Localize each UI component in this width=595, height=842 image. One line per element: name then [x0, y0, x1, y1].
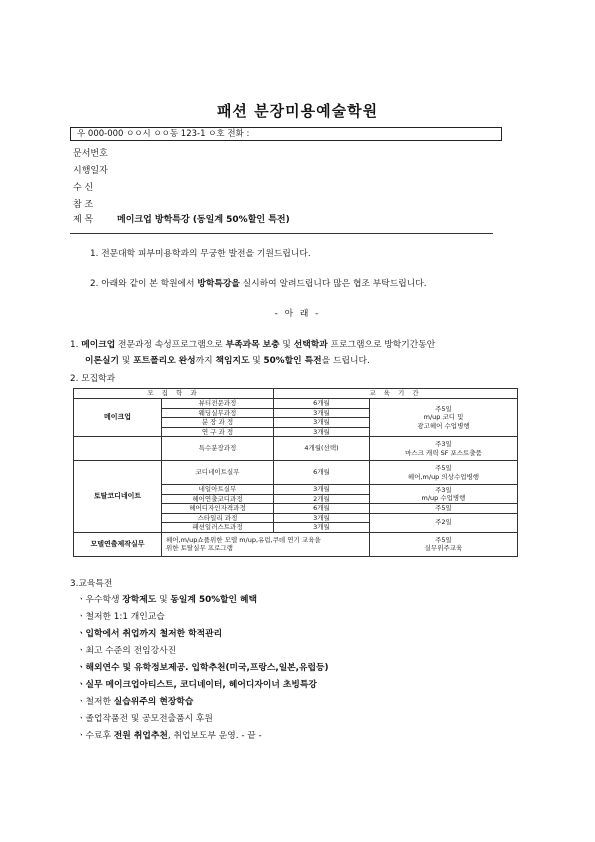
duration-cell: 3개월 — [274, 418, 370, 428]
duration-cell: 3개월 — [274, 408, 370, 418]
schedule-cell: 주5일 헤어,m/up 의상수업병행 — [370, 461, 518, 485]
course-cell: 뷰티전문과정 — [162, 399, 274, 409]
table-row — [74, 437, 518, 461]
course-cell: 헤어디자인자격과정 — [162, 504, 274, 514]
duration-cell: 4개월(선택) — [274, 437, 370, 461]
feature-item: ㆍ해외연수 및 유학정보제공. 입학추천(미국,프랑스,일본,유럽등) — [77, 663, 329, 673]
course-cell: 헤어,m/up쇼플위한 모델 m/up,유럽,쿠데 연기 교육을 위한 토탈실무 프로그램 — [162, 532, 370, 556]
duration-cell: 6개월 — [274, 399, 370, 409]
schedule-cell: 주3일 마스크 캐릭 SF 포스트출품 — [370, 437, 518, 461]
duration-cell: 6개월 — [274, 461, 370, 485]
duration-cell: 3개월 — [274, 523, 370, 533]
feature-item: ㆍ우수학생 장학제도 및 동일계 50%할인 혜택 — [77, 595, 258, 605]
feature-item: ㆍ최고 수준의 전임강사진 — [77, 646, 177, 656]
schedule-cell: 주5일 실무위주교육 — [370, 532, 518, 556]
course-cell: 코디네이트실무 — [162, 461, 274, 485]
table-row — [74, 532, 518, 556]
address-box: 우 000-000 ㅇㅇ시 ㅇㅇ동 123-1 ㅇ호 전화 : — [70, 127, 502, 141]
course-cell: 네일아트실무 — [162, 485, 274, 495]
feature-item: ㆍ입학에서 취업까지 철저한 학적관리 — [77, 629, 223, 639]
course-cell: 연 구 과 정 — [162, 427, 274, 437]
feature-item: ㆍ철저한 실습위주의 현장학습 — [77, 697, 194, 707]
category-coordi: 토탈코디네이트 — [74, 461, 162, 533]
intro-p2: 2. 아래와 같이 본 학원에서 방학특강을 실시하여 알려드립니다 많은 협조 부탁드립니다. — [90, 279, 427, 289]
header-course: 모 집 학 과 — [74, 389, 274, 399]
course-cell: 패션일러스트과정 — [162, 523, 274, 533]
table-header-row — [74, 389, 518, 399]
schedule-cell: 주5일 m/up 코디 및 광고헤어 수업병행 — [370, 399, 518, 437]
course-cell: 헤어연출코디과정 — [162, 494, 274, 504]
duration-cell: 3개월 — [274, 485, 370, 495]
meta-reference: 참 조 — [73, 200, 94, 210]
section3-title: 3.교육특전 — [70, 579, 113, 589]
meta-date: 시행일자 — [73, 166, 108, 176]
section1-line1: 1. 메이크업 전문과정 속성프로그램으로 부족과목 보충 및 선택학과 프로그램으로 방학기간동안 — [70, 340, 436, 350]
section2-title: 2. 모집학과 — [70, 374, 116, 384]
course-cell: 분 장 과 정 — [162, 418, 274, 428]
feature-item: ㆍ수료후 전원 취업추천, 취업보도부 운영. - 끝 - — [77, 731, 262, 741]
course-cell: 웨딩실무과정 — [162, 408, 274, 418]
course-cell: 스타일리 과정 — [162, 513, 274, 523]
meta-doc-number: 문서번호 — [73, 149, 108, 159]
category-makeup: 메이크업 — [74, 399, 162, 437]
schedule-cell: 주2일 — [370, 513, 518, 532]
table-row — [74, 461, 518, 485]
feature-item: ㆍ실무 메이크업아티스트, 코디네이터, 헤어디자이너 초빙특강 — [77, 680, 317, 690]
duration-cell: 2개월 — [274, 494, 370, 504]
duration-cell: 3개월 — [274, 427, 370, 437]
meta-subject: 제 목 메이크업 방학특강 (동일계 50%할인 특전) — [73, 215, 290, 225]
course-cell: 특수분장과정 — [162, 437, 274, 461]
duration-cell: 3개월 — [274, 513, 370, 523]
duration-cell: 6개월 — [274, 504, 370, 514]
category-spacer — [74, 437, 162, 461]
section1-line2: 이론실기 및 포트폴리오 완성까지 책임지도 및 50%할인 특전을 드립니다. — [85, 356, 370, 366]
divider — [70, 233, 493, 234]
header-period: 교 육 기 간 — [274, 389, 518, 399]
schedule-cell: 주3일 m/up 수업병행 — [370, 485, 518, 504]
meta-recipient: 수 신 — [73, 183, 94, 193]
table-row — [74, 399, 518, 409]
schedule-cell: 주5일 — [370, 504, 518, 514]
below-heading: - 아 래 - — [274, 309, 321, 319]
page-title: 패션 분장미용예술학원 — [216, 102, 379, 120]
category-model: 모델연출제작실무 — [74, 532, 162, 556]
course-table — [73, 388, 518, 557]
feature-item: ㆍ철저한 1:1 개인교습 — [77, 612, 165, 622]
intro-p1: 1. 전문대학 피부미용학과의 무궁한 발전을 기원드립니다. — [90, 249, 311, 259]
feature-item: ㆍ졸업작품전 및 공모전출품시 후원 — [77, 714, 213, 724]
